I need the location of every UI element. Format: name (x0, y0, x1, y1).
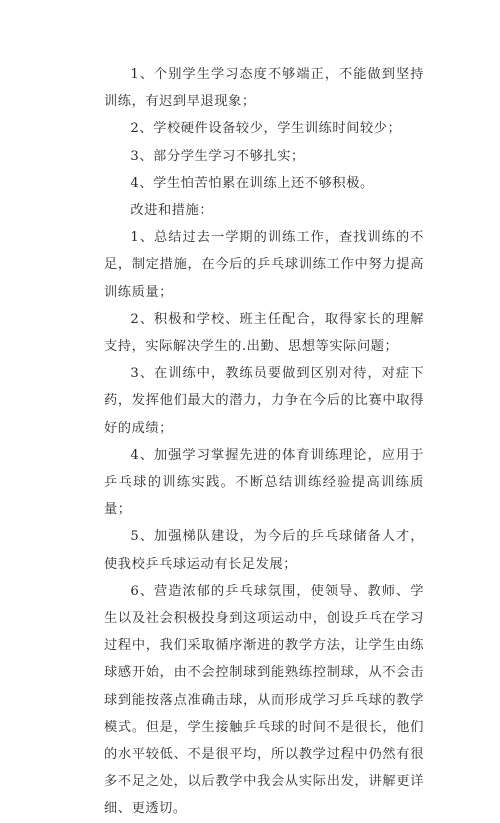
list-item-problem-3: 3、部分学生学习不够扎实； (130, 148, 305, 164)
list-item-measure-6: 6、营造浓郁的乒乓球氛围，使领导、教师、学生以及社会积极投身到这项运动中，创设乒乓在学习过程中，我们采取循序渐进的教学方法，让学生由练球感开始，由不会控制球到能熟练控制球，从不会击球到能按落点准确击球，从而形成学习乒乓球的教学模式。但是，学生接触乒乓球的时间不是很长，他们的水平较低、不是很平均，所以教学过程中仍然有很多不足之处，以后教学中我会从实际出发，讲解更详细、更透切。 (104, 583, 424, 817)
list-item-measure-1: 1、总结过去一学期的训练工作，查找训练的不足，制定措施，在今后的乒乓球训练工作中努力提高训练质量； (104, 230, 424, 300)
section-heading-measures: 改进和措施： (130, 203, 214, 219)
list-item-problem-4: 4、学生怕苦怕累在训练上还不够积极。 (130, 175, 374, 191)
list-item-measure-4: 4、加强学习掌握先进的体育训练理论，应用于乒乓球的训练实践。不断总结训练经验提高训练质量； (104, 447, 424, 518)
list-item-measure-2: 2、积极和学校、班主任配合，取得家长的理解支持，实际解决学生的.出勤、思想等实际问题； (104, 311, 424, 355)
list-item-measure-5: 5、加强梯队建设，为今后的乒乓球储备人才，使我校乒乓球运动有长足发展； (104, 529, 424, 572)
list-item-problem-1: 1、个别学生学习态度不够端正，不能做到坚持训练，有迟到早退现象； (104, 67, 424, 110)
list-item-measure-3: 3、在训练中，教练员要做到区别对待，对症下药，发挥他们最大的潜力，力争在今后的比赛中取得好的成绩； (104, 366, 424, 436)
document-body (104, 61, 424, 823)
list-item-problem-2: 2、学校硬件设备较少，学生训练时间较少； (130, 121, 402, 137)
